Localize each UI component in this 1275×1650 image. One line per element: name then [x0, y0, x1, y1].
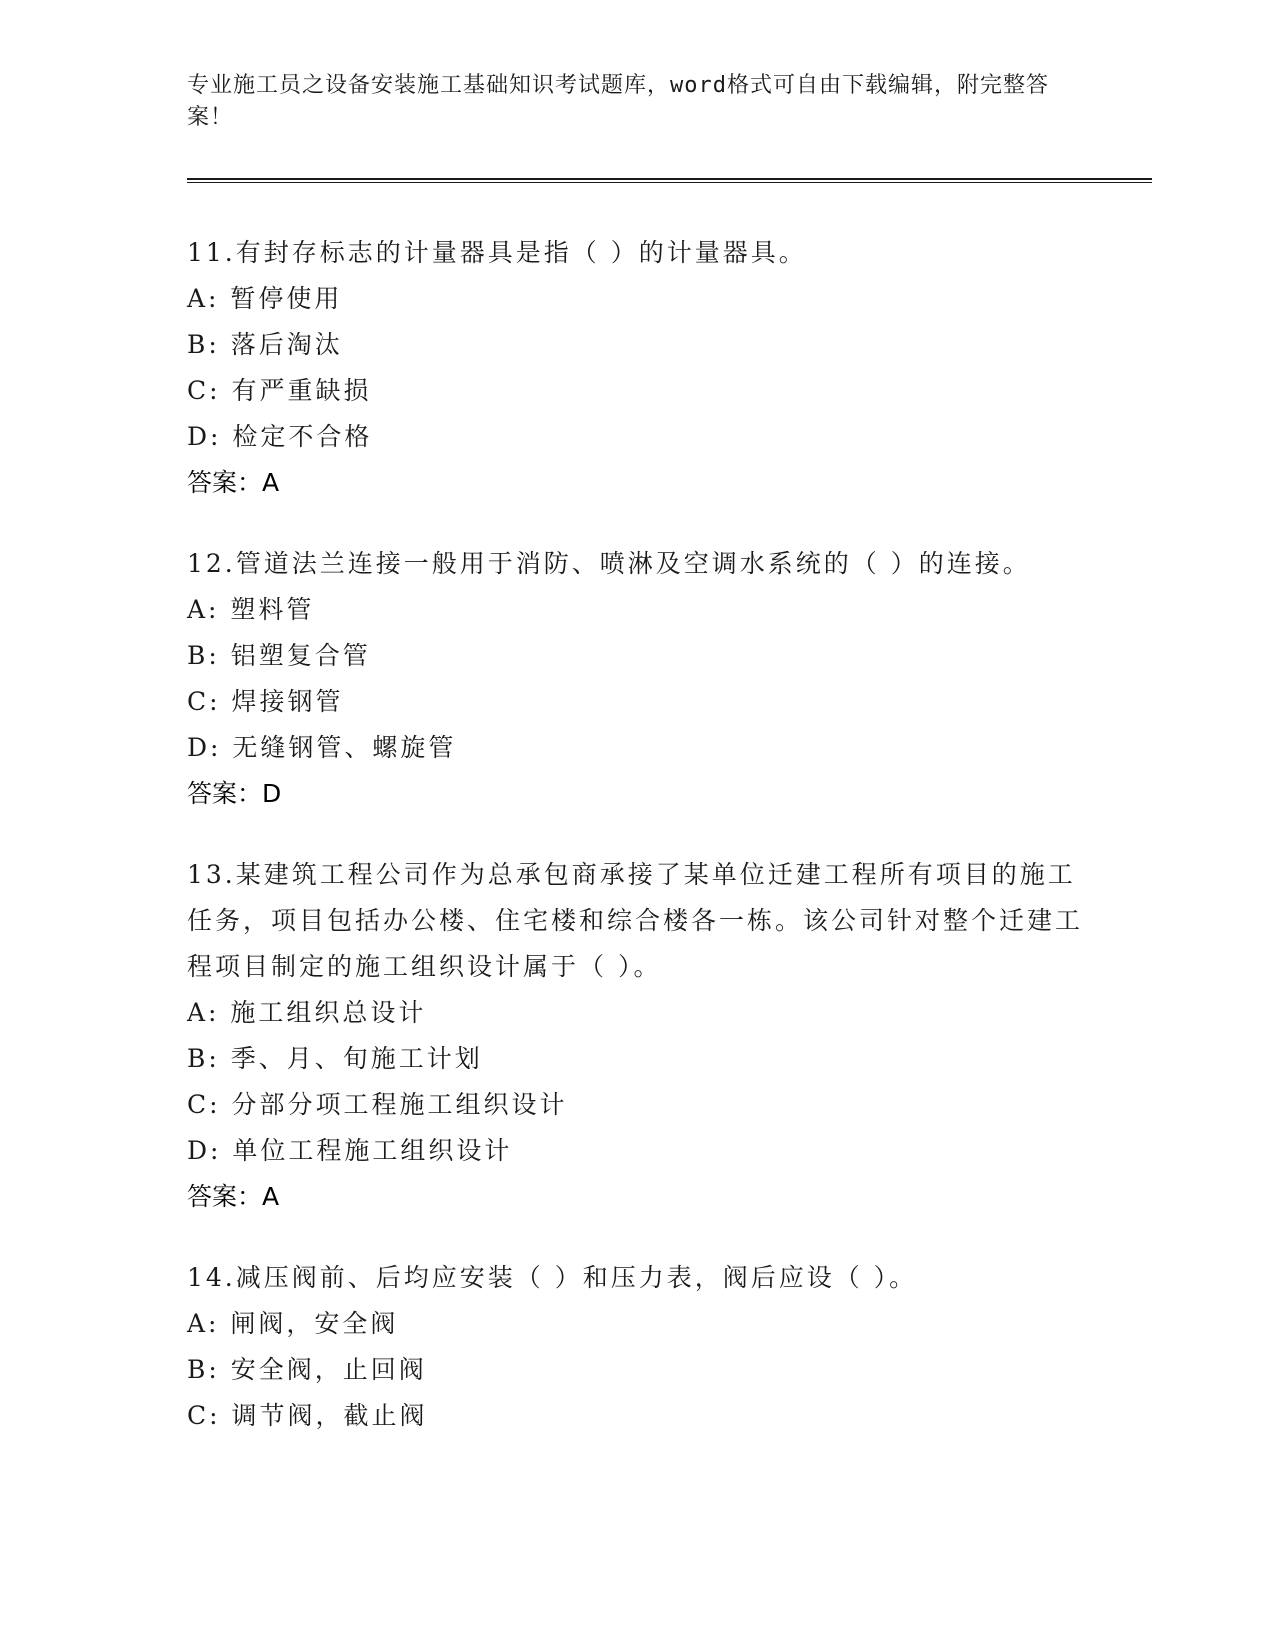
header-divider-thick — [187, 178, 1152, 180]
option-a: A: 塑料管 — [187, 595, 315, 624]
option-a: A: 闸阀，安全阀 — [187, 1309, 399, 1338]
answer: 答案：A — [187, 1182, 280, 1211]
option-c: C: 分部分项工程施工组织设计 — [187, 1090, 568, 1119]
option-b: B: 落后淘汰 — [187, 330, 343, 359]
question-stem: 13.某建筑工程公司作为总承包商承接了某单位迁建工程所有项目的施工任务，项目包括办公楼、住宅楼和综合楼各一栋。该公司针对整个迁建工程项目制定的施工组织设计属于（ ）。 — [187, 860, 1084, 981]
question-11 — [187, 230, 1087, 506]
question-12 — [187, 541, 1087, 817]
question-13 — [187, 852, 1087, 1220]
question-stem: 14.减压阀前、后均应安装（ ）和压力表，阀后应设（ ）。 — [187, 1263, 918, 1292]
question-14 — [187, 1255, 1087, 1439]
option-b: B: 铝塑复合管 — [187, 641, 371, 670]
option-a: A: 暂停使用 — [187, 284, 343, 313]
answer: 答案：A — [187, 468, 280, 497]
header-divider-thin — [187, 182, 1152, 183]
option-b: B: 季、月、旬施工计划 — [187, 1044, 483, 1073]
question-stem: 12.管道法兰连接一般用于消防、喷淋及空调水系统的（ ）的连接。 — [187, 549, 1031, 578]
option-d: D: 无缝钢管、螺旋管 — [187, 733, 457, 762]
option-d: D: 检定不合格 — [187, 422, 373, 451]
option-d: D: 单位工程施工组织设计 — [187, 1136, 513, 1165]
option-a: A: 施工组织总设计 — [187, 998, 427, 1027]
option-c: C: 焊接钢管 — [187, 687, 344, 716]
question-list — [187, 230, 1087, 1474]
option-c: C: 有严重缺损 — [187, 376, 372, 405]
answer: 答案：D — [187, 779, 282, 808]
question-stem: 11.有封存标志的计量器具是指（ ）的计量器具。 — [187, 238, 807, 267]
option-c: C: 调节阀，截止阀 — [187, 1401, 428, 1430]
option-b: B: 安全阀，止回阀 — [187, 1355, 427, 1384]
document-header: 专业施工员之设备安装施工基础知识考试题库，word格式可自由下载编辑，附完整答案！ — [187, 73, 1049, 130]
